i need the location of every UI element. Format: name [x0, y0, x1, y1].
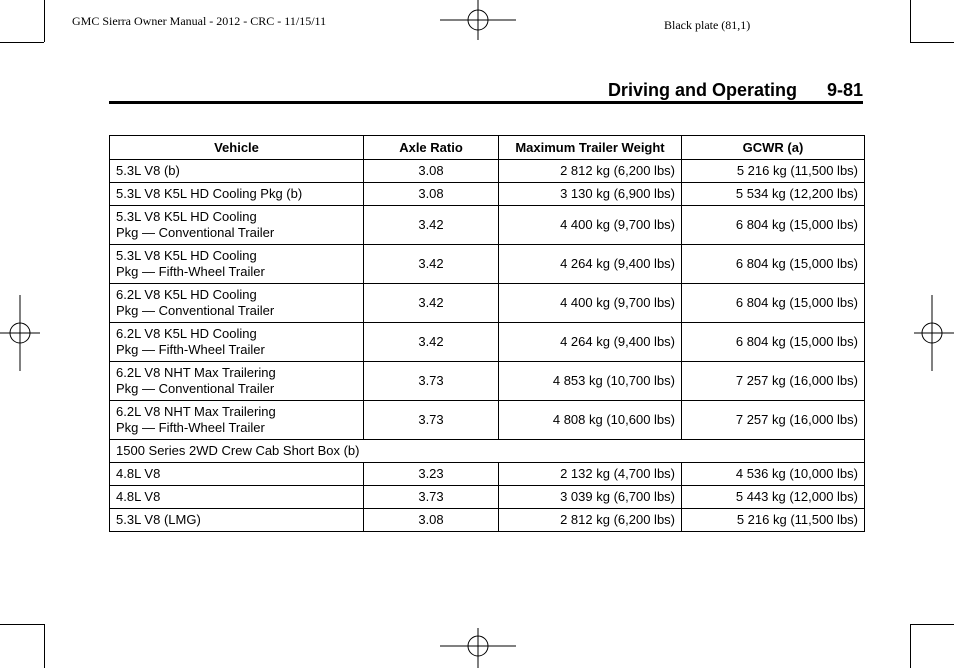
- trailer-weight-cell: 4 264 kg (9,400 lbs): [499, 245, 682, 284]
- gcwr-cell: 5 216 kg (11,500 lbs): [682, 160, 865, 183]
- page-number: 9-81: [826, 80, 863, 100]
- table-row: [110, 486, 865, 509]
- section-title: Driving and Operating: [607, 80, 797, 100]
- crop-mark-top-right-v: [910, 0, 911, 42]
- axle-ratio-cell: 3.73: [364, 401, 499, 440]
- gcwr-cell: 7 257 kg (16,000 lbs): [682, 401, 865, 440]
- vehicle-line: 5.3L V8 (b): [116, 163, 180, 178]
- group-heading: 1500 Series 2WD Crew Cab Short Box (b): [110, 440, 865, 463]
- axle-ratio-cell: 3.42: [364, 323, 499, 362]
- crop-mark-bottom-left-v: [44, 624, 45, 668]
- gcwr-cell: 5 216 kg (11,500 lbs): [682, 509, 865, 532]
- vehicle-cell: [110, 284, 364, 323]
- trailer-weight-cell: 4 400 kg (9,700 lbs): [499, 206, 682, 245]
- vehicle-cell: [110, 183, 364, 206]
- vehicle-line: 6.2L V8 NHT Max Trailering: [116, 365, 276, 380]
- plate-info: Black plate (81,1): [664, 18, 751, 32]
- trailer-weight-cell: 3 039 kg (6,700 lbs): [499, 486, 682, 509]
- trailer-weight-cell: 3 130 kg (6,900 lbs): [499, 183, 682, 206]
- vehicle-line: Pkg — Conventional Trailer: [116, 381, 275, 396]
- header-rule: [109, 101, 863, 104]
- table-row: [110, 509, 865, 532]
- vehicle-line: Pkg — Conventional Trailer: [116, 303, 275, 318]
- vehicle-cell: [110, 463, 364, 486]
- vehicle-line: 5.3L V8 K5L HD Cooling: [116, 209, 257, 224]
- gcwr-cell: 5 534 kg (12,200 lbs): [682, 183, 865, 206]
- gcwr-cell: 4 536 kg (10,000 lbs): [682, 463, 865, 486]
- registration-mark-bottom-icon: [440, 628, 516, 668]
- gcwr-cell: 6 804 kg (15,000 lbs): [682, 284, 865, 323]
- crop-mark-bottom-right-v: [910, 624, 911, 668]
- axle-ratio-cell: 3.08: [364, 160, 499, 183]
- gcwr-cell: 6 804 kg (15,000 lbs): [682, 323, 865, 362]
- trailer-weight-table: [109, 135, 865, 532]
- trailer-weight-cell: 2 812 kg (6,200 lbs): [499, 160, 682, 183]
- registration-mark-left-icon: [0, 295, 40, 371]
- vehicle-line: 5.3L V8 K5L HD Cooling: [116, 248, 257, 263]
- axle-ratio-cell: 3.08: [364, 509, 499, 532]
- table-row: [110, 245, 865, 284]
- table-row: [110, 206, 865, 245]
- column-header-axle-ratio: Axle Ratio: [364, 136, 499, 160]
- section-header: [560, 80, 863, 101]
- axle-ratio-cell: 3.08: [364, 183, 499, 206]
- column-header-gcwr: GCWR (a): [682, 136, 865, 160]
- axle-ratio-cell: 3.42: [364, 206, 499, 245]
- trailer-weight-cell: 2 812 kg (6,200 lbs): [499, 509, 682, 532]
- table-row: [110, 183, 865, 206]
- vehicle-cell: [110, 160, 364, 183]
- vehicle-cell: [110, 362, 364, 401]
- gcwr-cell: 7 257 kg (16,000 lbs): [682, 362, 865, 401]
- trailer-weight-cell: 4 808 kg (10,600 lbs): [499, 401, 682, 440]
- trailer-weight-cell: 2 132 kg (4,700 lbs): [499, 463, 682, 486]
- vehicle-cell: [110, 206, 364, 245]
- table-row: [110, 463, 865, 486]
- vehicle-cell: [110, 486, 364, 509]
- crop-mark-top-left-v: [44, 0, 45, 42]
- axle-ratio-cell: 3.42: [364, 245, 499, 284]
- table-group-row: [110, 440, 865, 463]
- registration-mark-top-icon: [440, 0, 516, 40]
- axle-ratio-cell: 3.73: [364, 486, 499, 509]
- table-row: [110, 160, 865, 183]
- table-row: [110, 362, 865, 401]
- vehicle-cell: [110, 323, 364, 362]
- vehicle-line: 5.3L V8 (LMG): [116, 512, 201, 527]
- trailer-weight-cell: 4 853 kg (10,700 lbs): [499, 362, 682, 401]
- axle-ratio-cell: 3.23: [364, 463, 499, 486]
- axle-ratio-cell: 3.73: [364, 362, 499, 401]
- gcwr-cell: 6 804 kg (15,000 lbs): [682, 245, 865, 284]
- vehicle-cell: [110, 401, 364, 440]
- table-row: [110, 284, 865, 323]
- vehicle-line: 4.8L V8: [116, 466, 161, 481]
- gcwr-cell: 5 443 kg (12,000 lbs): [682, 486, 865, 509]
- vehicle-cell: [110, 509, 364, 532]
- crop-mark-top-left-h: [0, 42, 44, 43]
- vehicle-line: Pkg — Fifth-Wheel Trailer: [116, 264, 265, 279]
- column-header-max-trailer-weight: Maximum Trailer Weight: [499, 136, 682, 160]
- vehicle-line: Pkg — Conventional Trailer: [116, 225, 275, 240]
- vehicle-line: 6.2L V8 K5L HD Cooling: [116, 326, 257, 341]
- vehicle-line: 4.8L V8: [116, 489, 161, 504]
- vehicle-line: Pkg — Fifth-Wheel Trailer: [116, 420, 265, 435]
- axle-ratio-cell: 3.42: [364, 284, 499, 323]
- vehicle-cell: [110, 245, 364, 284]
- trailer-weight-cell: 4 264 kg (9,400 lbs): [499, 323, 682, 362]
- column-header-vehicle: Vehicle: [110, 136, 364, 160]
- crop-mark-bottom-right-h: [910, 624, 954, 625]
- gcwr-cell: 6 804 kg (15,000 lbs): [682, 206, 865, 245]
- vehicle-line: 6.2L V8 NHT Max Trailering: [116, 404, 276, 419]
- table-row: [110, 323, 865, 362]
- crop-mark-top-right-h: [910, 42, 954, 43]
- crop-mark-bottom-left-h: [0, 624, 44, 625]
- table-row: [110, 401, 865, 440]
- registration-mark-right-icon: [914, 295, 954, 371]
- table-header-row: [110, 136, 865, 160]
- vehicle-line: 6.2L V8 K5L HD Cooling: [116, 287, 257, 302]
- document-info: GMC Sierra Owner Manual - 2012 - CRC - 11/15/11: [72, 14, 327, 28]
- vehicle-line: Pkg — Fifth-Wheel Trailer: [116, 342, 265, 357]
- vehicle-line: 5.3L V8 K5L HD Cooling Pkg (b): [116, 186, 303, 201]
- trailer-weight-cell: 4 400 kg (9,700 lbs): [499, 284, 682, 323]
